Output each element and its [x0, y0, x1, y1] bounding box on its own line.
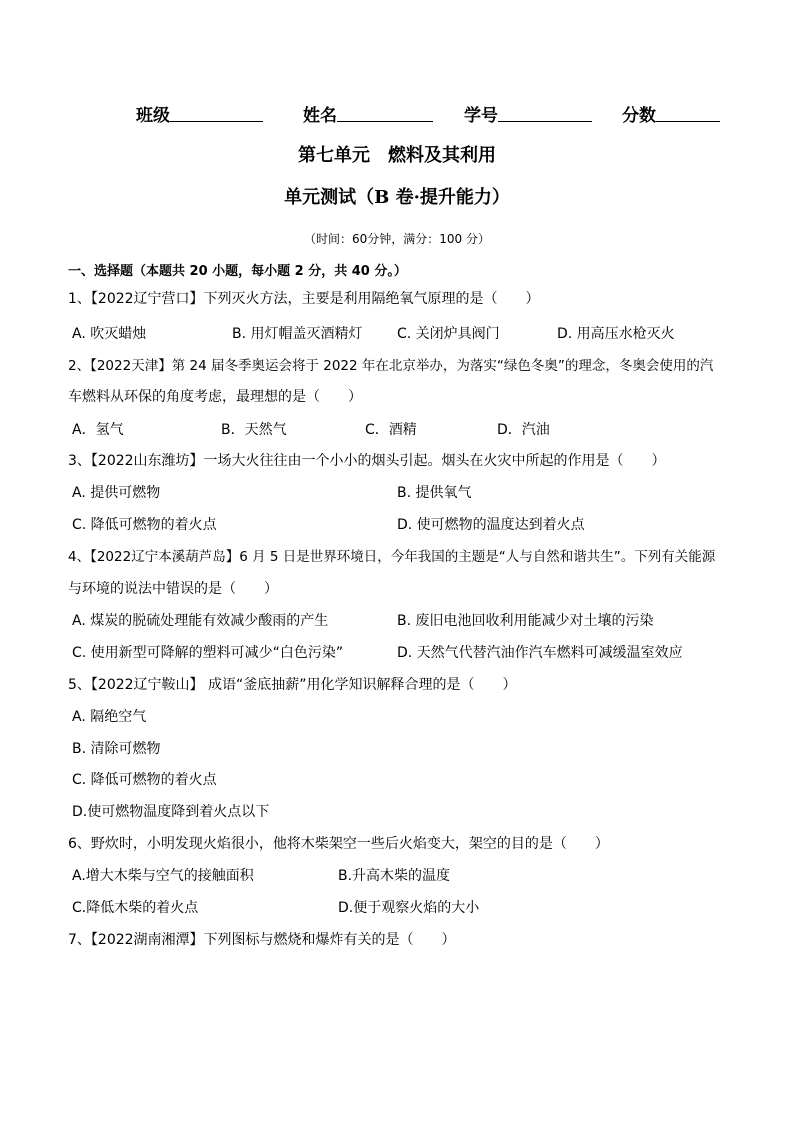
question-4-option-d[interactable]: D. 天然气代替汽油作汽车燃料可减缓温室效应	[397, 645, 683, 661]
question-1-option-a[interactable]: A. 吹灭蜡烛	[72, 326, 147, 342]
question-4-option-a[interactable]: A. 煤炭的脱硫处理能有效减少酸雨的产生	[72, 613, 329, 629]
question-1-stem: 1、【2022辽宁营口】下列灭火方法，主要是利用隔绝氧气原理的是（ ）	[68, 291, 540, 307]
question-2-stem: 2、【2022天津】第 24 届冬季奥运会将于 2022 年在北京举办，为落实“绿色冬奥”的理念，冬奥会使用的汽	[68, 358, 714, 374]
question-6-stem: 6、野炊时，小明发现火焰很小，他将木柴架空一些后火焰变大，架空的目的是（ ）	[68, 836, 609, 852]
question-4-stem-cont: 与环境的说法中错误的是（ ）	[68, 581, 278, 597]
question-7-stem: 7、【2022湖南湘潭】下列图标与燃烧和爆炸有关的是（ ）	[68, 932, 456, 948]
student-id-label: 学号	[464, 106, 498, 126]
question-2-option-d[interactable]: D．汽油	[497, 422, 550, 438]
question-5-option-a[interactable]: A. 隔绝空气	[72, 709, 147, 725]
question-3-option-c[interactable]: C. 降低可燃物的着火点	[72, 517, 217, 533]
question-3-option-a[interactable]: A. 提供可燃物	[72, 485, 161, 501]
page-subtitle: 单元测试（B 卷·提升能力）	[284, 187, 510, 208]
name-label: 姓名	[303, 106, 337, 126]
page-title: 第七单元 燃料及其利用	[298, 145, 496, 166]
score-label: 分数	[622, 106, 656, 126]
question-3-option-d[interactable]: D. 使可燃物的温度达到着火点	[397, 517, 585, 533]
question-5-option-d[interactable]: D.使可燃物温度降到着火点以下	[72, 804, 270, 820]
name-blank[interactable]	[337, 106, 433, 122]
question-6-option-b[interactable]: B.升高木柴的温度	[338, 868, 451, 884]
question-4-option-c[interactable]: C. 使用新型可降解的塑料可减少“白色污染”	[72, 645, 344, 661]
question-4-stem: 4、【2022辽宁本溪葫芦岛】6 月 5 日是世界环境日，今年我国的主题是“人与自然和谐共生”。下列有关能源	[68, 549, 716, 565]
exam-info: （时间：60分钟，满分：100 分）	[304, 232, 490, 246]
question-6-option-d[interactable]: D.便于观察火焰的大小	[338, 900, 480, 916]
question-2-option-a[interactable]: A．氢气	[72, 422, 124, 438]
student-id-blank[interactable]	[498, 106, 592, 122]
question-3-option-b[interactable]: B. 提供氧气	[397, 485, 472, 501]
question-2-option-b[interactable]: B．天然气	[221, 422, 287, 438]
question-4-option-b[interactable]: B. 废旧电池回收利用能减少对土壤的污染	[397, 613, 654, 629]
question-5-stem: 5、【2022辽宁鞍山】 成语“釜底抽薪”用化学知识解释合理的是（ ）	[68, 677, 517, 693]
student-id-field	[464, 106, 592, 125]
question-5-option-c[interactable]: C. 降低可燃物的着火点	[72, 772, 217, 788]
class-field	[136, 106, 263, 125]
score-blank[interactable]	[656, 106, 720, 122]
question-1-option-c[interactable]: C. 关闭炉具阀门	[397, 326, 500, 342]
question-2-option-c[interactable]: C．酒精	[365, 422, 417, 438]
question-6-option-c[interactable]: C.降低木柴的着火点	[72, 900, 199, 916]
score-field	[622, 106, 720, 125]
class-blank[interactable]	[170, 106, 263, 122]
question-1-option-b[interactable]: B. 用灯帽盖灭酒精灯	[232, 326, 363, 342]
question-2-stem-cont: 车燃料从环保的角度考虑，最理想的是（ ）	[68, 389, 362, 405]
question-3-stem: 3、【2022山东潍坊】一场大火往往由一个小小的烟头引起。烟头在火灾中所起的作用是（ ）	[68, 453, 666, 469]
question-1-option-d[interactable]: D. 用高压水枪灭火	[557, 326, 675, 342]
name-field	[303, 106, 433, 125]
question-5-option-b[interactable]: B. 清除可燃物	[72, 741, 161, 757]
section-heading: 一、选择题（本题共 20 小题，每小题 2 分，共 40 分。）	[68, 264, 407, 279]
question-6-option-a[interactable]: A.增大木柴与空气的接触面积	[72, 868, 254, 884]
class-label: 班级	[136, 106, 170, 126]
